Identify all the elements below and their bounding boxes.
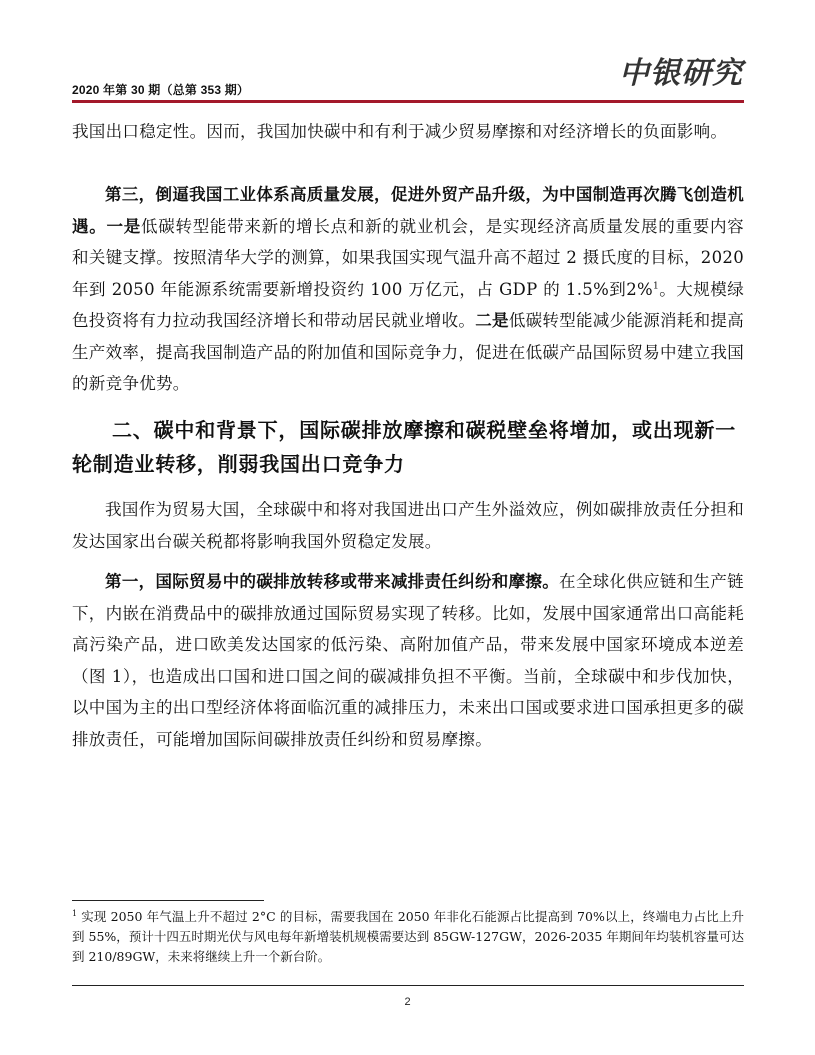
paragraph-2 (72, 179, 744, 400)
paragraph-3-text: 我国作为贸易大国，全球碳中和将对我国进出口产生外溢效应，例如碳排放责任分担和发达国家出台碳关税都将影响我国外贸稳定发展。 (72, 500, 744, 551)
paragraph-4 (72, 566, 744, 755)
paragraph-2-lead: 第三，倒逼我国工业体系高质量发展，促进外贸产品升级，为中国制造再次腾飞创造机遇。 (72, 185, 744, 236)
footnote-ref: 1 (653, 281, 660, 291)
paragraph-2-text-3: 低碳转型能减少能源消耗和提高生产效率，提高我国制造产品的附加值和国际竞争力，促进在低碳产品国际贸易中建立我国的新竞争优势。 (72, 311, 745, 393)
point-two-label: 二是 (475, 311, 509, 330)
page-number: 2 (404, 996, 411, 1008)
brand-logo: 中银研究 (619, 56, 743, 91)
footer-divider (72, 985, 744, 986)
point-one-label: 一是 (106, 216, 141, 236)
paragraph-4-text: 在全球化供应链和生产链下，内嵌在消费品中的碳排放通过国际贸易实现了转移。比如，发展中国家通常出口高能耗高污染产品，进口欧美发达国家的低污染、高附加值产品，带来发展中国家环境成本逆差（图 1），也造成出口国和进口国之间的碳减排负担不平衡。当前，全球碳中和步伐加快，以中国为主的出口型经济体将面临沉重的减排压力，未来出口国或要求进口国承担更多的碳排放责任，可能增加国际间碳排放责任纠纷和贸易摩擦。 (72, 572, 744, 749)
paragraph-1-text: 我国出口稳定性。因而，我国加快碳中和有利于减少贸易摩擦和对经济增长的负面影响。 (72, 122, 728, 141)
paragraph-3 (72, 494, 744, 557)
footnote-text: 实现 2050 年气温上升不超过 2°C 的目标，需要我国在 2050 年非化石能源占比提高到 70%以上，终端电力占比上升到 55%，预计十四五时期光伏与风电每年新增装机规模需要达到 85GW-127GW，2026-2035 年期间年均装机容量可达到 210/89GW，未来将继续上升一个新台阶。 (72, 909, 744, 964)
paragraph-2-text-1: 低碳转型能带来新的增长点和新的就业机会，是实现经济高质量发展的重要内容和关键支撑。按照清华大学的测算，如果我国实现气温升高不超过 2 摄氏度的目标，2020 年到 2050 年能源系统需要新增投资约 100 万亿元，占 GDP 的 1.5%到2% (72, 216, 744, 299)
footnote-marker: 1 (72, 908, 78, 918)
header-divider (72, 100, 744, 103)
paragraph-1 (72, 116, 744, 148)
paragraph-2-text-2: 。大规模绿色投资将有力拉动我国经济增长和带动居民就业增收。 (72, 279, 744, 330)
paragraph-4-lead: 第一，国际贸易中的碳排放转移或带来减排责任纠纷和摩擦。 (105, 572, 560, 591)
issue-label: 2020 年第 30 期（总第 353 期） (72, 83, 250, 97)
section-heading: 二、碳中和背景下，国际碳排放摩擦和碳税壁垒将增加，或出现新一轮制造业转移，削弱我国出口竞争力 (72, 418, 736, 476)
footnote-divider (72, 900, 264, 901)
footnote (72, 907, 744, 967)
